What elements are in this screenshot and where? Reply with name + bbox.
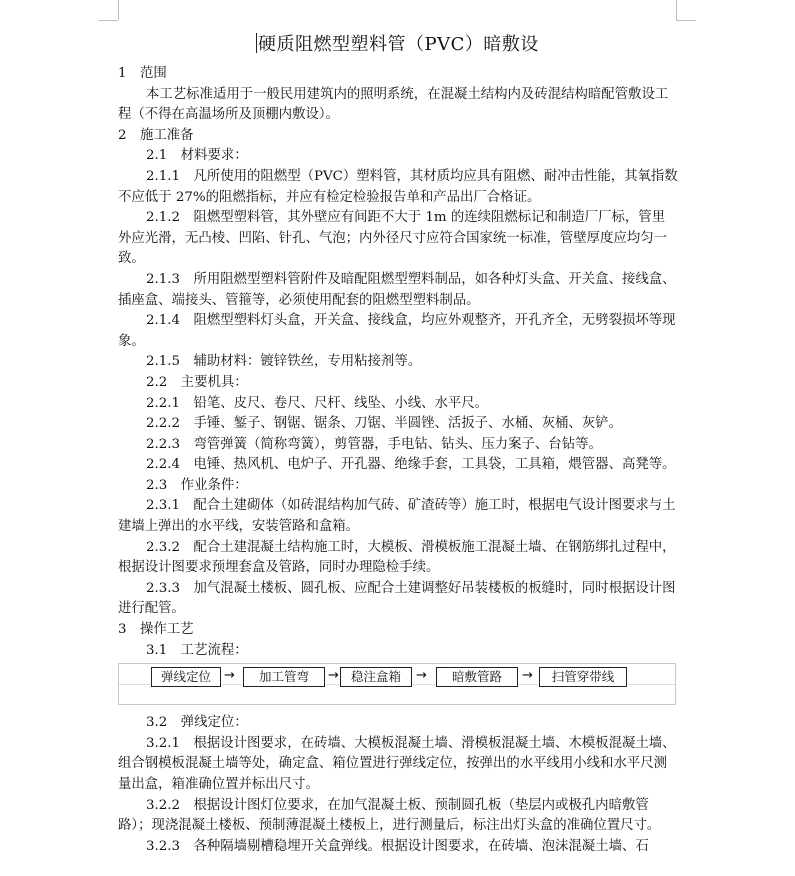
paragraph-2-1-1: 2.1.1 凡所使用的阻燃型（PVC）塑料管，其材质均应具有阻燃、耐冲击性能，其氧指数不应低于 27%的阻燃指标，并应有检定检验报告单和产品出厂合格证。 (118, 168, 678, 205)
section-1-heading: 1 范围 (118, 66, 167, 81)
process-flow-chart (118, 663, 676, 705)
subsection-2-1: 2.1 材料要求： (146, 148, 248, 164)
paragraph-2-2-3: 2.2.3 弯管弹簧（简称弯簧），剪管器，手电钻、钻头、压力案子、台钻等。 (146, 436, 602, 452)
paragraph-scope: 本工艺标准适用于一般民用建筑内的照明系统，在混凝土结构内及砖混结构暗配管敷设工程（不得在高温场所及顶棚内敷设）。 (118, 86, 669, 123)
flow-step-4: 暗敷管路 (436, 667, 518, 687)
paragraph-2-3-1: 2.3.1 配合土建砌体（如砖混结构加气砖、矿渣砖等）施工时，根据电气设计图要求与土建墙上弹出的水平线，安装管路和盒箱。 (118, 498, 676, 535)
paragraph-2-2-1: 2.2.1 铅笔、皮尺、卷尺、尺杆、线坠、小线、水平尺。 (146, 395, 489, 411)
subsection-3-2: 3.2 弹线定位： (146, 715, 248, 731)
flow-step-2: 加工管弯 (243, 667, 325, 687)
paragraph-2-2-2: 2.2.2 手锤、錾子、钢锯、锯条、刀锯、半圆锉、活扳子、水桶、灰桶、灰铲。 (146, 416, 622, 432)
flow-arrow-icon: → (416, 668, 427, 684)
document-body[interactable] (118, 64, 678, 857)
paragraph-3-2-2: 3.2.2 根据设计图灯位要求，在加气混凝土板、预制圆孔板（垫层内或极孔内暗敷管路）；现浇混凝土楼板、预制薄混凝土楼板上，进行测量后，标注出灯头盒的准确位置尺寸。 (118, 797, 661, 834)
paragraph-2-1-5: 2.1.5 辅助材料：镀锌铁丝，专用粘接剂等。 (146, 354, 422, 370)
paragraph-2-2-4: 2.2.4 电锤、热风机、电炉子、开孔器、绝缘手套，工具袋，工具箱，煨管器、高凳等。 (146, 457, 676, 473)
subsection-2-3: 2.3 作业条件： (146, 477, 248, 493)
subsection-3-1: 3.1 工艺流程： (146, 642, 248, 658)
paragraph-3-2-3: 3.2.3 各种隔墙剔槽稳埋开关盒弹线。根据设计图要求，在砖墙、泡沫混凝土墙、石 (146, 838, 649, 854)
section-3-heading: 3 操作工艺 (118, 622, 194, 638)
section-2-heading: 2 施工准备 (118, 127, 194, 143)
text-cursor (256, 33, 257, 53)
subsection-2-2: 2.2 主要机具： (146, 374, 248, 390)
paragraph-2-3-2: 2.3.2 配合土建混凝土结构施工时，大模板、滑模板施工混凝土墙、在钢筋绑扎过程中，根据设计图要求预埋套盒及管路，同时办理隐检手续。 (118, 539, 676, 576)
flow-step-5: 扫管穿带线 (539, 667, 627, 687)
flow-arrow-icon: → (522, 668, 533, 684)
paragraph-2-1-2: 2.1.2 阻燃型塑料管，其外壁应有间距不大于 1m 的连续阻燃标记和制造厂厂标，管里外应光滑，无凸棱、凹陷、针孔、气泡；内外径尺寸应符合国家统一标准，管壁厚度应均匀一致。 (118, 210, 668, 267)
paragraph-2-1-4: 2.1.4 阻燃型塑料灯头盒，开关盒、接线盒，均应外观整齐，开孔齐全，无劈裂损坏等现象。 (118, 313, 676, 349)
crop-mark-top-left-h (98, 20, 118, 21)
paragraph-3-2-1: 3.2.1 根据设计图要求，在砖墙、大模板混凝土墙、滑模板混凝土墙、木模板混凝土墙、组合钢模板混凝土墙等处，确定盒、箱位置进行弹线定位，按弹出的水平线用小线和水平尺测量出盒，箱准确位置并标出尺寸。 (118, 735, 676, 792)
flow-step-3: 稳注盒箱 (340, 667, 412, 687)
crop-mark-top-left (118, 0, 119, 20)
flow-arrow-icon: → (224, 668, 235, 684)
crop-mark-top-right-h (676, 20, 696, 21)
document-title[interactable]: 硬质阻燃型塑料管（PVC）暗敷设 (258, 34, 539, 55)
paragraph-2-1-3: 2.1.3 所用阻燃型塑料管附件及暗配阻燃型塑料制品，如各种灯头盒、开关盒、接线盒、插座盒、端接头、管箍等，必须使用配套的阻燃型塑料制品。 (118, 271, 676, 308)
paragraph-2-3-3: 2.3.3 加气混凝土楼板、圆孔板、应配合土建调整好吊装楼板的板缝时，同时根据设计图进行配管。 (118, 580, 676, 617)
flow-arrow-icon: → (328, 668, 339, 684)
flow-step-1: 弹线定位 (151, 667, 221, 687)
crop-mark-top-right (676, 0, 677, 20)
